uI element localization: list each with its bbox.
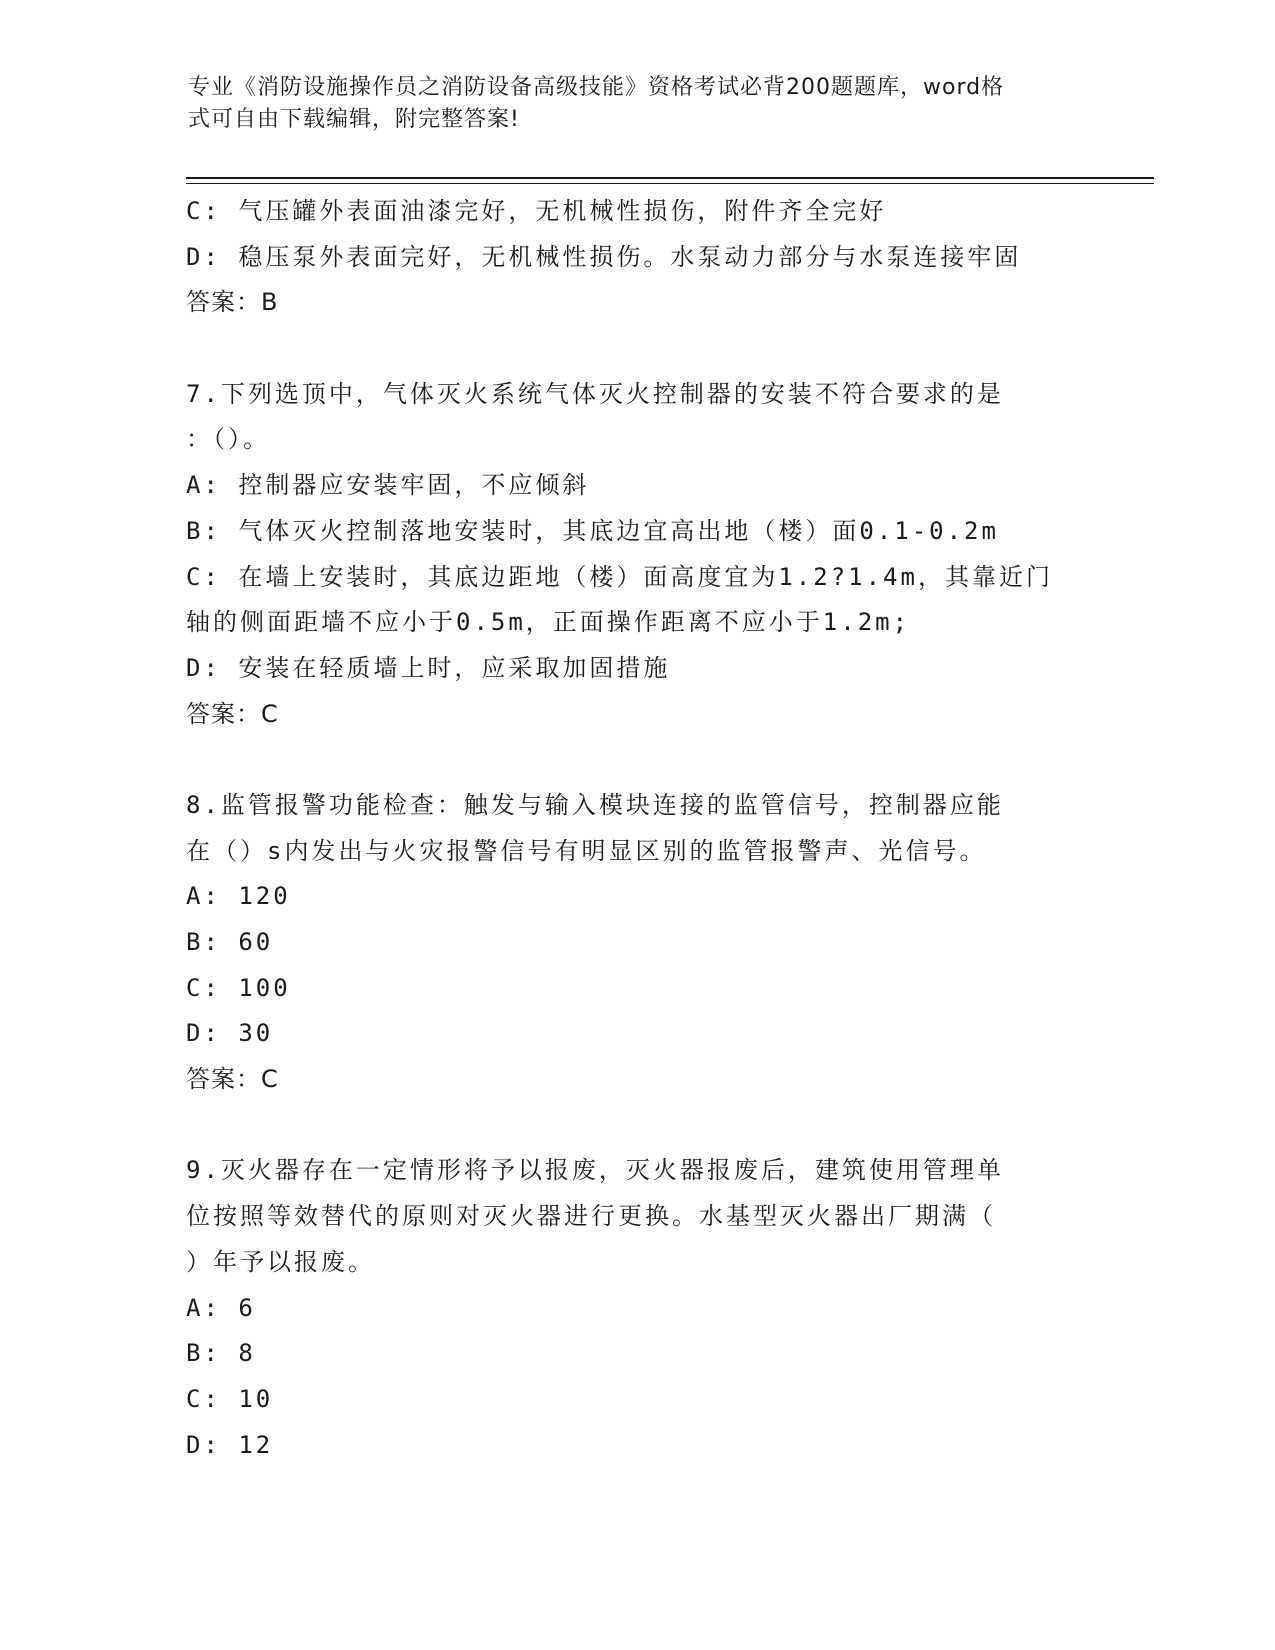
question-7 <box>186 372 1086 738</box>
question-content <box>186 189 1086 1468</box>
q7-answer: 答案：C <box>186 699 279 728</box>
q9-stem-line-3: ）年予以报废。 <box>186 1247 375 1276</box>
header-line-2: 式可自由下载编辑，附完整答案! <box>188 107 520 132</box>
q7-stem-line-1: 7.下列选顶中，气体灭火系统气体灭火控制器的安装不符合要求的是 <box>186 379 1004 408</box>
q7-option-c-line-2: 轴的侧面距墙不应小于0.5m，正面操作距离不应小于1.2m; <box>186 608 911 637</box>
q7-option-b: B: 气体灭火控制落地安装时，其底边宜高出地（楼）面0.1-0.2m <box>186 516 999 545</box>
prev-option-d: D: 稳压泵外表面完好，无机械性损伤。水泵动力部分与水泵连接牢固 <box>186 242 1022 271</box>
q7-option-a: A: 控制器应安装牢固，不应倾斜 <box>186 471 590 500</box>
q9-option-b: B: 8 <box>186 1339 256 1368</box>
q8-option-d: D: 30 <box>186 1019 274 1048</box>
header-rule-thin <box>186 183 1154 184</box>
header-rule-thick <box>186 177 1154 179</box>
q9-option-a: A: 6 <box>186 1293 256 1322</box>
q8-answer: 答案：C <box>186 1065 279 1094</box>
header-line-1: 专业《消防设施操作员之消防设备高级技能》资格考试必背200题题库，word格 <box>188 75 1005 100</box>
question-8 <box>186 783 1086 1103</box>
document-header <box>188 72 1078 136</box>
q9-option-d: D: 12 <box>186 1430 274 1459</box>
q7-option-c-line-1: C: 在墙上安装时，其底边距地（楼）面高度宜为1.2?1.4m，其靠近门 <box>186 562 1053 591</box>
prev-option-c: C: 气压罐外表面油漆完好，无机械性损伤，附件齐全完好 <box>186 197 887 225</box>
q9-stem-line-2: 位按照等效替代的原则对灭火器进行更换。水基型灭火器出厂期满（ <box>186 1202 996 1231</box>
q8-stem-line-1: 8.监管报警功能检查：触发与输入模块连接的监管信号，控制器应能 <box>186 790 1004 819</box>
question-9 <box>186 1148 1086 1468</box>
q8-stem-line-2: 在（）s内发出与火灾报警信号有明显区别的监管报警声、光信号。 <box>186 836 987 865</box>
q8-option-a: A: 120 <box>186 882 291 911</box>
q8-option-c: C: 100 <box>186 973 291 1002</box>
q7-option-d: D: 安装在轻质墙上时，应采取加固措施 <box>186 653 671 682</box>
q9-stem-line-1: 9.灭火器存在一定情形将予以报废，灭火器报废后，建筑使用管理单 <box>186 1156 1004 1185</box>
q9-option-c: C: 10 <box>186 1384 274 1413</box>
prev-answer: 答案：B <box>186 288 279 317</box>
q8-option-b: B: 60 <box>186 928 274 956</box>
q7-stem-line-2: ：（）。 <box>186 425 270 454</box>
prev-question <box>186 189 1086 326</box>
